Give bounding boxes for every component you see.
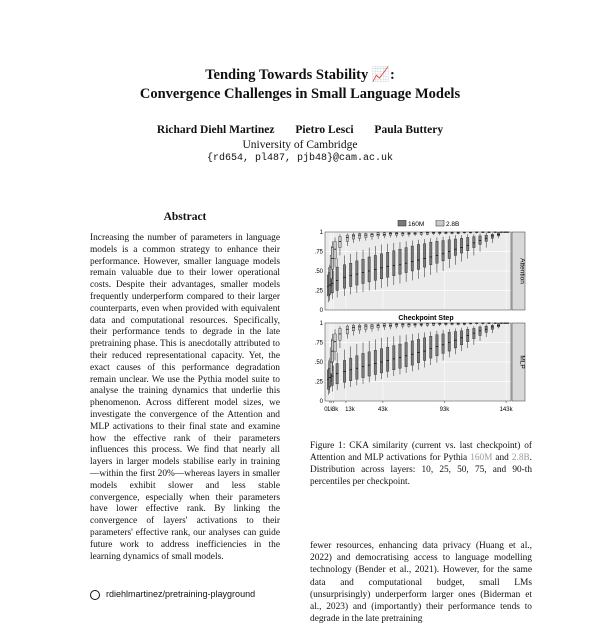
- box-body: [356, 356, 358, 379]
- box-body: [411, 246, 413, 271]
- box-body: [491, 234, 493, 238]
- box-body: [352, 325, 354, 330]
- box-body: [473, 237, 475, 248]
- box-body: [408, 324, 410, 326]
- box-body: [479, 236, 481, 245]
- box-body: [442, 241, 444, 261]
- box-body: [430, 242, 432, 265]
- box-body: [479, 327, 481, 336]
- box-body: [352, 234, 354, 239]
- figure-caption: [310, 440, 532, 488]
- y-tick-label: .75: [314, 340, 323, 347]
- box-body: [491, 325, 493, 329]
- box-body: [448, 332, 450, 351]
- y-tick-label: .50: [314, 360, 323, 366]
- legend-label-2.8b: 2.8B: [446, 221, 460, 228]
- x-tick-label: 0: [324, 407, 328, 413]
- box-body: [371, 325, 373, 329]
- box-body: [473, 328, 475, 338]
- caption-and: and: [492, 453, 512, 464]
- paper-title: [0, 66, 600, 104]
- box-body: [430, 336, 432, 358]
- box-body: [365, 325, 367, 330]
- box-body: [467, 237, 469, 250]
- title-line-1: Tending Towards Stability 📈:: [205, 67, 395, 83]
- author-1: Richard Diehl Martinez: [156, 124, 275, 136]
- box-body: [336, 267, 338, 290]
- box-body: [454, 332, 456, 348]
- y-tick-label: 1: [319, 230, 323, 236]
- caption-28b: 2.8B: [511, 453, 530, 464]
- intro-text: fewer resources, enhancing data privacy (Huang et al., 2022) and democratising access to language modelling technology (Bender et al., 2021). However, for the same data and computational budget, small LMs (unsurprisingly) underperform larger ones (Biderman et al., 2023) and (importantly) their performance tends to degrade in the late pretraining: [310, 541, 532, 625]
- box-body: [362, 259, 364, 283]
- box-body: [339, 328, 341, 340]
- y-tick-label: .25: [314, 288, 323, 295]
- box-body: [386, 347, 388, 371]
- box-body: [389, 233, 391, 235]
- box-body: [442, 334, 444, 354]
- box-body: [395, 324, 397, 326]
- affiliation: University of Cambridge: [242, 138, 358, 151]
- box-body: [356, 261, 358, 285]
- box-body: [423, 338, 425, 361]
- box-body: [399, 344, 401, 368]
- box-body: [358, 325, 360, 330]
- x-axis-title: Checkpoint Step: [398, 315, 454, 322]
- author-3: Paula Buttery: [374, 124, 444, 136]
- box-body: [417, 244, 419, 269]
- box-body: [399, 249, 401, 274]
- box-body: [374, 255, 376, 280]
- box-body: [402, 233, 404, 235]
- chart-panels: [315, 230, 526, 405]
- box-body: [358, 234, 360, 239]
- box-body: [454, 239, 456, 255]
- caption-part-2: . Distribution across layers: 10, 25, 50, 75, and 90-th percentiles per checkpoint.: [310, 453, 532, 488]
- author-emails: {rd654, pl487, pjb48}@cam.ac.uk: [206, 153, 394, 164]
- box-body: [346, 235, 348, 241]
- box-body: [339, 237, 341, 248]
- abstract-heading: Abstract: [163, 211, 207, 223]
- box-body: [368, 257, 370, 282]
- repo-link[interactable]: [90, 589, 255, 600]
- repo-link-text[interactable]: rdiehlmartinez/pretraining-playground: [106, 589, 256, 599]
- box-body: [411, 341, 413, 365]
- box-body: [432, 323, 434, 325]
- box-body: [349, 358, 351, 381]
- box-body: [436, 241, 438, 263]
- box-body: [380, 254, 382, 279]
- author-2: Pietro Lesci: [295, 124, 354, 136]
- box-body: [362, 353, 364, 377]
- box-body: [436, 335, 438, 356]
- title-line-2: Convergence Challenges in Small Language Models: [139, 86, 461, 102]
- box-body: [380, 349, 382, 373]
- x-tick-label: 143k: [499, 407, 513, 413]
- box-body: [349, 263, 351, 286]
- x-tick-label: 1k: [326, 407, 334, 413]
- box-body: [417, 339, 419, 362]
- y-tick-label: .75: [314, 249, 323, 256]
- chart-x-axis: [324, 401, 513, 413]
- box-body: [423, 244, 425, 267]
- box-body: [460, 238, 462, 253]
- box-body: [365, 234, 367, 238]
- caption-part-1: Figure 1: CKA similarity (current vs. last checkpoint) of Attention and MLP activations for Pythia: [310, 441, 532, 464]
- box-body: [343, 265, 345, 288]
- box-body: [393, 251, 395, 276]
- box-body: [405, 248, 407, 273]
- github-icon: [90, 590, 100, 600]
- y-tick-label: .25: [314, 379, 323, 386]
- box-body: [426, 232, 428, 234]
- y-tick-label: .50: [314, 269, 323, 275]
- panel-attention: [315, 230, 526, 322]
- legend-swatch-2.8b: [436, 220, 444, 226]
- box-body: [334, 241, 336, 258]
- legend-label-160m: 160M: [408, 221, 425, 228]
- box-body: [368, 352, 370, 376]
- box-body: [346, 326, 348, 334]
- cka-figure: [303, 220, 533, 418]
- x-tick-label: 13k: [345, 407, 355, 413]
- x-tick-label: 93k: [439, 407, 450, 413]
- box-body: [402, 324, 404, 326]
- box-body: [405, 343, 407, 367]
- legend-swatch-160m: [398, 220, 406, 226]
- chart-legend: [398, 220, 459, 228]
- y-tick-label: 0: [319, 308, 323, 314]
- panel-strip-label: MLP: [518, 355, 526, 369]
- panel-strip-label: Attention: [518, 258, 526, 284]
- x-tick-label: 3k: [331, 407, 339, 413]
- author-names: [0, 123, 600, 138]
- panel-mlp: [315, 321, 526, 405]
- box-body: [448, 240, 450, 259]
- x-tick-label: 43k: [378, 407, 388, 413]
- box-body: [334, 334, 336, 352]
- box-body: [374, 350, 376, 374]
- caption-160m: 160M: [470, 453, 493, 464]
- y-tick-label: 1: [319, 321, 323, 327]
- y-tick-label: 0: [319, 399, 323, 405]
- box-body: [395, 233, 397, 235]
- box-body: [393, 346, 395, 370]
- box-body: [386, 252, 388, 277]
- author-block: [0, 123, 600, 167]
- abstract-text: Increasing the number of parameters in language models is a common strategy to enhance their performance. However, smaller language models remain valuable due to their lower operational costs. Despite their advantages, smaller models frequently underperform compared to their larger counterparts, even when provided with equivalent data and computational resources. Specifically, their performance tends to degrade in the late pretraining phase. This is anecdotally attributed to their reduced representational capacity. Yet, the exact causes of this performance degradation remain unclear. We use the Pythia model suite to analyse the training dynamics that underlie this phenomenon. Across different model sizes, we investigate the convergence of the Attention and MLP activations to their final state and examine how the effective rank of their parameters influences this process. We find that nearly all layers in larger models stabilise early in training—within the first 20%—whereas layers in smaller models exhibit slower and less stable convergence, especially when their parameters have lower effective rank. By linking the convergence of layers' activations to their parameters' effective rank, our analyses can guide future work to address inefficiencies in the learning dynamics of small models.: [90, 233, 280, 562]
